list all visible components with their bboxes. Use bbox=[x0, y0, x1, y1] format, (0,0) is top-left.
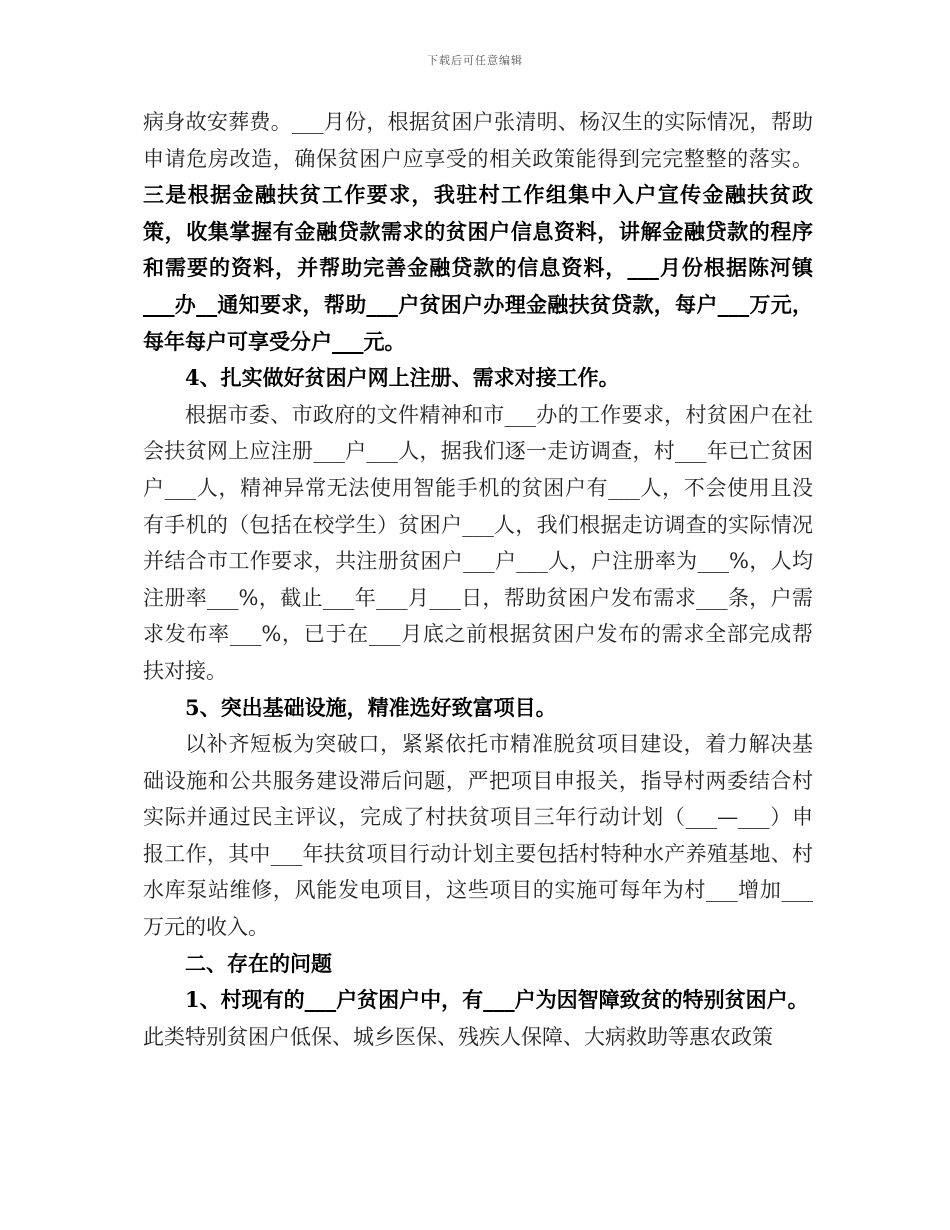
paragraph-registration: 根据市委、市政府的文件精神和市___办的工作要求，村贫困户在社会扶贫网上应注册___户___人，据我们逐一走访调查，村___年已亡贫困户___人，精神异常无法使用智能手机的贫困户有___人，不会使用且没有手机的（包括在校学生）贫困户___人，我们根据走访调查的实际情况并结合市工作要求，共注册贫困户___户___人，户注册率为___%，人均注册率___%，截止___年___月___日，帮助贫困户发布需求___条，户需求发布率___%，已于在___月底之前根据贫困户发布的需求全部完成帮扶对接。 bbox=[143, 402, 813, 683]
section-heading-problems: 二、存在的问题 bbox=[185, 950, 332, 976]
paragraph-problem-detail: 此类特别贫困户低保、城乡医保、残疾人保障、大病救助等惠农政策 bbox=[143, 1024, 773, 1049]
paragraph-1-bold: 三是根据金融扶贫工作要求，我驻村工作组集中入户宣传金融扶贫政策，收集掌握有金融贷款需求的贫困户信息资料，讲解金融贷款的程序和需要的资料，并帮助完善金融贷款的信息资料，___月份根据陈河镇___办__通知要求，帮助___户贫困户办理金融扶贫贷款，每户___万元，每年每户可享受分户___元。 bbox=[143, 182, 813, 354]
paragraph-infrastructure: 以补齐短板为突破口，紧紧依托市精准脱贫项目建设，着力解决基础设施和公共服务建设滞后问题，严把项目申报关，指导村两委结合村实际并通过民主评议，完成了村扶贫项目三年行动计划（___—___）申报工作，其中___年扶贫项目行动计划主要包括村特种水产养殖基地、村水库泵站维修，风能发电项目，这些项目的实施可每年为村___增加___万元的收入。 bbox=[143, 732, 813, 940]
section-heading-4: 4、扎实做好贫困户网上注册、需求对接工作。 bbox=[185, 365, 620, 391]
section-heading-5: 5、突出基础设施，精准选好致富项目。 bbox=[185, 694, 557, 720]
paragraph-1 bbox=[143, 104, 813, 360]
problem-item-1: 1、村现有的___户贫困户中，有___户为因智障致贫的特别贫困户。 bbox=[185, 987, 809, 1013]
document-body bbox=[143, 104, 813, 1055]
paragraph-1-normal: 病身故安葬费。___月份，根据贫困户张清明、杨汉生的实际情况，帮助申请危房改造，确保贫困户应享受的相关政策能得到完完整整的落实。 bbox=[143, 110, 813, 171]
page-header: 下载后可任意编辑 bbox=[427, 54, 523, 67]
